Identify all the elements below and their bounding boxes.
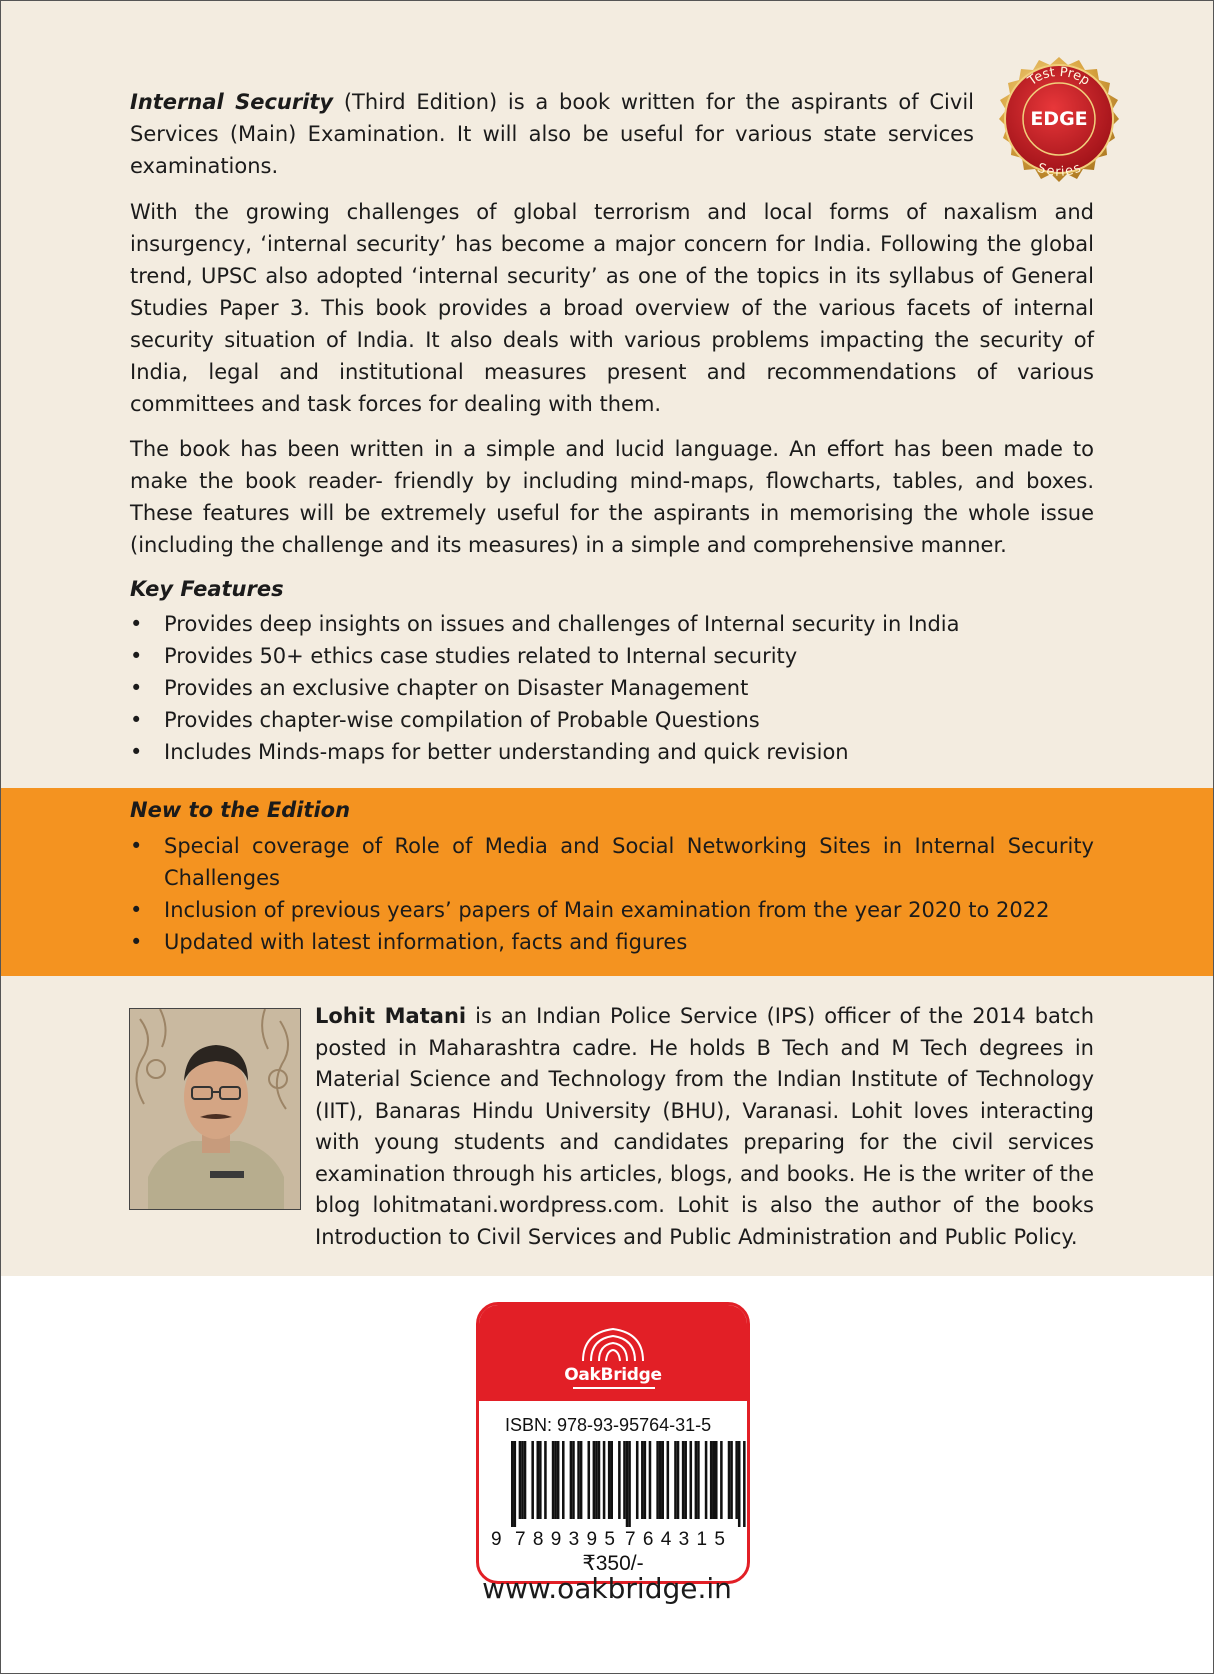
list-item: • Provides deep insights on issues and challenges of Internal security in India	[130, 608, 1094, 640]
list-item: • Special coverage of Role of Media and Social Networking Sites in Internal Security Challenges	[130, 830, 1094, 894]
barcode-bar	[610, 1441, 613, 1519]
barcode-bar	[735, 1441, 738, 1519]
key-features-list	[130, 608, 1094, 768]
photo-spacer	[130, 1001, 315, 1223]
badge-middle-text: EDGE	[1030, 108, 1088, 130]
barcode-bar	[656, 1441, 659, 1519]
list-item: • Provides chapter-wise compilation of Probable Questions	[130, 704, 1094, 736]
barcode-bar	[684, 1441, 687, 1519]
barcode-bar	[695, 1441, 698, 1519]
barcode-bar	[577, 1441, 580, 1519]
isbn-barcode-box	[476, 1302, 750, 1584]
barcode-bar	[738, 1441, 741, 1527]
barcode-bar	[649, 1441, 652, 1519]
barcode-bar	[674, 1441, 677, 1519]
barcode-bar	[715, 1441, 718, 1519]
barcode-bar	[554, 1441, 557, 1519]
barcode-bar	[728, 1441, 731, 1519]
barcode-bar	[519, 1441, 522, 1519]
barcode-bar	[552, 1441, 555, 1519]
intro-paragraph	[130, 86, 974, 182]
barcode-bar	[705, 1441, 708, 1519]
barcode-bar	[697, 1441, 700, 1519]
author-bio	[130, 1001, 1094, 1253]
barcode-bar	[514, 1441, 517, 1527]
bullet-icon: •	[130, 612, 143, 636]
new-edition-heading: New to the Edition	[130, 798, 351, 822]
barcode-bar	[511, 1441, 514, 1527]
intro-text: (Third Edition) is a book written for the aspirants of Civil Services (Main) Examination. It will also be useful for various state services examinations.	[130, 90, 974, 178]
barcode-bar	[690, 1441, 693, 1519]
barcode-left-digits: 789395	[515, 1529, 615, 1547]
bullet-icon: •	[130, 930, 143, 954]
publisher-website: www.oakbridge.in	[482, 1572, 732, 1605]
list-item: • Provides an exclusive chapter on Disaster Management	[130, 672, 1094, 704]
badge-top-text: Test Prep	[1025, 64, 1093, 89]
barcode-bar	[570, 1441, 573, 1519]
logo-underline	[573, 1387, 655, 1389]
barcode-bar	[537, 1441, 540, 1519]
barcode-bar	[557, 1441, 560, 1519]
barcode-bar	[539, 1441, 542, 1519]
publisher-logo-area	[479, 1305, 747, 1401]
description-paragraph: With the growing challenges of global terrorism and local forms of naxalism and insurgency, ‘internal security’ has become a major concern for India. Following the global trend, UPSC also adopted ‘internal security’ as one of the topics in its syllabus of General Studies Paper 3. This book provides a broad overview of the various facets of internal security situation of India. It also deals with various problems impacting the security of India, legal and institutional measures present and recommendations of various committees and task forces for dealing with them.	[130, 200, 1094, 416]
barcode-bar	[531, 1441, 534, 1519]
barcode-bar	[641, 1441, 644, 1519]
bullet-icon: •	[130, 898, 143, 922]
barcode-bar	[743, 1441, 746, 1527]
author-name: Lohit Matani	[315, 1004, 467, 1028]
key-features-heading: Key Features	[130, 577, 284, 601]
barcode-right-digits: 764315	[625, 1529, 725, 1547]
barcode-first-digit: 9	[491, 1529, 502, 1547]
bullet-icon: •	[130, 676, 143, 700]
list-item: • Includes Minds-maps for better understanding and quick revision	[130, 736, 1094, 768]
price: ₹350/-	[582, 1552, 644, 1575]
new-edition-list	[130, 830, 1094, 958]
barcode-bar	[603, 1441, 606, 1519]
list-item: • Inclusion of previous years’ papers of Main examination from the year 2020 to 2022	[130, 894, 1094, 926]
barcode-bar	[618, 1441, 621, 1519]
barcode-bar	[659, 1441, 662, 1519]
badge-bottom-text: Series	[1035, 160, 1084, 180]
barcode-bar	[623, 1441, 626, 1519]
barcode-bar	[661, 1441, 664, 1519]
barcode-bar	[598, 1441, 601, 1519]
barcode-bar	[595, 1441, 598, 1519]
barcode	[485, 1437, 747, 1547]
barcode-bar	[720, 1441, 723, 1519]
barcode-bar	[608, 1441, 611, 1519]
barcode-bar	[626, 1441, 629, 1527]
test-prep-edge-badge	[984, 44, 1134, 194]
barcode-bar	[521, 1441, 524, 1519]
barcode-bar	[572, 1441, 575, 1519]
barcode-bar	[677, 1441, 680, 1519]
barcode-bar	[628, 1441, 631, 1527]
bullet-icon: •	[130, 740, 143, 764]
barcode-bar	[667, 1441, 670, 1519]
barcode-bar	[636, 1441, 639, 1519]
barcode-bar	[524, 1441, 527, 1519]
list-item: • Provides 50+ ethics case studies related to Internal security	[130, 640, 1094, 672]
barcode-bar	[710, 1441, 713, 1519]
author-bio-text: is an Indian Police Service (IPS) officer of the 2014 batch posted in Maharashtra cadre. He holds B Tech and M Tech degrees in Material Science and Technology from the Indian Institute of Technology (IIT), Banaras Hindu University (BHU), Varanasi. Lohit loves interacting with young students and candidates preparing for the civil services examination through his articles, blogs, and books. He is the writer of the blog lohitmatani.wordpress.com. Lohit is also the author of the books Introduction to Civil Services and Public Administration and Public Policy.	[315, 1004, 1095, 1249]
bullet-icon: •	[130, 644, 143, 668]
barcode-bar	[580, 1441, 583, 1519]
barcode-bar	[730, 1441, 733, 1519]
publisher-logo-text: OakBridge	[564, 1365, 662, 1385]
style-paragraph: The book has been written in a simple and lucid language. An effort has been made to make the book reader- friendly by including mind-maps, flowcharts, tables, and boxes. These features will be extremely useful for the aspirants in memorising the whole issue (including the challenge and its measures) in a simple and comprehensive manner.	[130, 437, 1094, 557]
barcode-bar	[593, 1441, 596, 1519]
barcode-bar	[712, 1441, 715, 1519]
barcode-bar	[588, 1441, 591, 1519]
barcode-bar	[562, 1441, 565, 1519]
bullet-icon: •	[130, 708, 143, 732]
list-item: • Updated with latest information, facts and figures	[130, 926, 1094, 958]
isbn-number: ISBN: 978-93-95764-31-5	[505, 1415, 712, 1435]
bullet-icon: •	[130, 834, 143, 858]
barcode-bar	[644, 1441, 647, 1519]
book-title: Internal Security	[130, 90, 334, 114]
barcode-bar	[682, 1441, 685, 1519]
barcode-bar	[544, 1441, 547, 1519]
